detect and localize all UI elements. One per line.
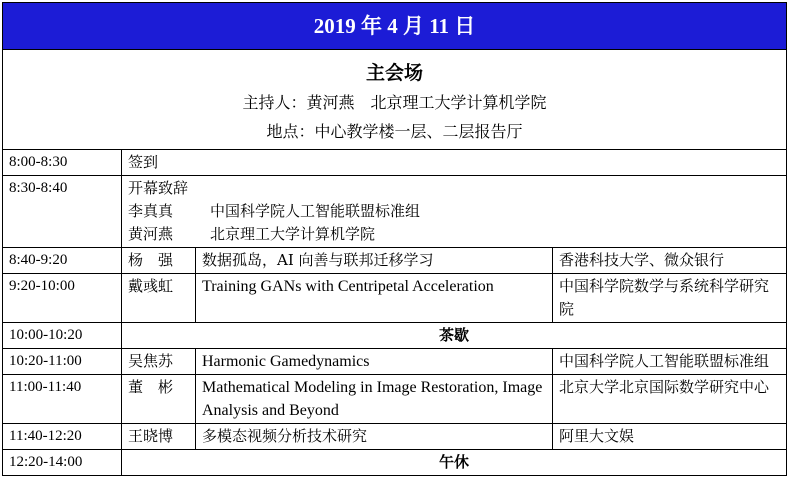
session-title: 开幕致辞 <box>128 179 189 197</box>
speaker-name: 杨 强 <box>122 248 196 274</box>
session-time: 8:00-8:30 <box>3 150 122 176</box>
table-row <box>3 176 787 248</box>
schedule-table <box>2 2 787 476</box>
speaker-org: 中国科学院人工智能联盟标准组 <box>553 349 787 375</box>
speaker-org: 中国科学院数学与系统科学研究院 <box>553 274 787 323</box>
speaker-org: 北京大学北京国际数学研究中心 <box>553 375 787 424</box>
speaker-name: 李真真 <box>128 202 174 220</box>
talk-title: Harmonic Gamedynamics <box>196 349 553 375</box>
opening-speaker <box>128 200 780 223</box>
talk-title: Training GANs with Centripetal Acceleration <box>196 274 553 323</box>
venue-host: 主持人：黄河燕 北京理工大学计算机学院 <box>242 93 547 112</box>
date-header: 2019 年 4 月 11 日 <box>3 3 787 50</box>
venue-title: 主会场 <box>366 62 424 84</box>
table-row <box>3 150 787 176</box>
session-time: 12:20-14:00 <box>3 450 122 476</box>
table-row <box>3 248 787 274</box>
session-time: 10:20-11:00 <box>3 349 122 375</box>
table-row <box>3 349 787 375</box>
talk-title: 多模态视频分析技术研究 <box>196 424 553 450</box>
speaker-org: 阿里大文娱 <box>553 424 787 450</box>
talk-title: 数据孤岛，AI 向善与联邦迁移学习 <box>196 248 553 274</box>
session-time: 9:20-10:00 <box>3 274 122 323</box>
opening-speaker <box>128 223 780 246</box>
speaker-org: 香港科技大学、微众银行 <box>553 248 787 274</box>
speaker-org: 北京理工大学计算机学院 <box>210 225 376 243</box>
table-row <box>3 323 787 349</box>
table-row <box>3 375 787 424</box>
speaker-org: 中国科学院人工智能联盟标准组 <box>210 202 421 220</box>
session-time: 11:40-12:20 <box>3 424 122 450</box>
speaker-name: 戴彧虹 <box>122 274 196 323</box>
session-time: 8:30-8:40 <box>3 176 122 248</box>
venue-info <box>3 50 787 150</box>
session-time: 8:40-9:20 <box>3 248 122 274</box>
venue-row <box>3 50 787 150</box>
talk-title: Mathematical Modeling in Image Restoration, Image Analysis and Beyond <box>196 375 553 424</box>
speaker-name: 吴焦苏 <box>122 349 196 375</box>
speaker-name: 黄河燕 <box>128 225 174 243</box>
table-row <box>3 424 787 450</box>
session-time: 11:00-11:40 <box>3 375 122 424</box>
session-time: 10:00-10:20 <box>3 323 122 349</box>
speaker-name: 王晓博 <box>122 424 196 450</box>
break-label: 午休 <box>122 450 787 476</box>
session-title: 签到 <box>122 150 787 176</box>
break-label: 茶歇 <box>122 323 787 349</box>
date-header-row <box>3 3 787 50</box>
venue-location: 地点：中心教学楼一层、二层报告厅 <box>266 122 523 141</box>
opening-remarks <box>122 176 787 248</box>
speaker-name: 董 彬 <box>122 375 196 424</box>
table-row <box>3 274 787 323</box>
table-row <box>3 450 787 476</box>
